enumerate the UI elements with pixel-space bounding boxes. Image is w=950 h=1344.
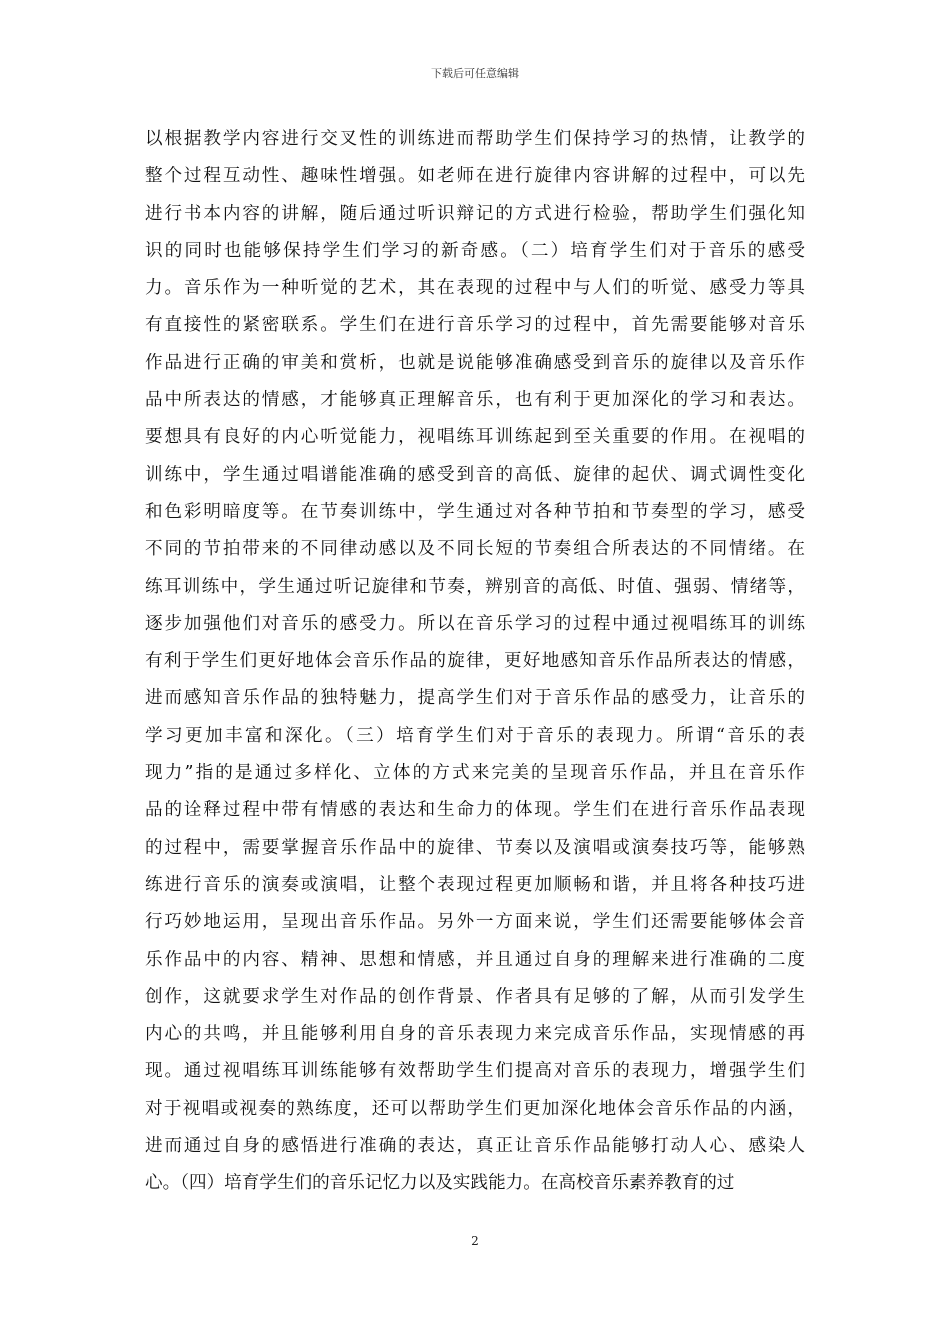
- text-line: 要想具有良好的内心听觉能力，视唱练耳训练起到至关重要的作用。在视唱的: [145, 427, 805, 448]
- text-line: 有直接性的紧密联系。学生们在进行音乐学习的过程中，首先需要能够对音乐: [145, 315, 805, 336]
- text-line: 练进行音乐的演奏或演唱，让整个表现过程更加顺畅和谐，并且将各种技巧进: [145, 874, 805, 895]
- text-line: 行巧妙地运用，呈现出音乐作品。另外一方面来说，学生们还需要能够体会音: [145, 912, 805, 933]
- text-line: 和色彩明暗度等。在节奏训练中，学生通过对各种节拍和节奏型的学习，感受: [145, 501, 805, 522]
- text-line: 有利于学生们更好地体会音乐作品的旋律，更好地感知音乐作品所表达的情感，: [145, 651, 805, 672]
- text-line: 创作，这就要求学生对作品的创作背景、作者具有足够的了解，从而引发学生: [145, 986, 805, 1007]
- text-line: 以根据教学内容进行交叉性的训练进而帮助学生们保持学习的热情，让教学的: [145, 129, 805, 149]
- text-line: 对于视唱或视奏的熟练度，还可以帮助学生们更加深化地体会音乐作品的内涵，: [145, 1098, 805, 1119]
- text-line: 心。（四）培育学生们的音乐记忆力以及实践能力。在高校音乐素养教育的过: [145, 1173, 735, 1194]
- text-line: 品中所表达的情感，才能够真正理解音乐，也有利于更加深化的学习和表达。: [145, 390, 805, 411]
- page-number: 2: [471, 1234, 479, 1248]
- page-header: 下载后可任意编辑: [431, 67, 519, 80]
- body-text: [145, 121, 805, 1203]
- text-line: 力。音乐作为一种听觉的艺术，其在表现的过程中与人们的听觉、感受力等具: [145, 278, 805, 299]
- text-line: 现。通过视唱练耳训练能够有效帮助学生们提高对音乐的表现力，增强学生们: [145, 1061, 805, 1082]
- text-line: 训练中，学生通过唱谱能准确的感受到音的高低、旋律的起伏、调式调性变化: [145, 464, 805, 485]
- text-line: 进而感知音乐作品的独特魅力，提高学生们对于音乐作品的感受力，让音乐的: [145, 688, 805, 709]
- text-line: 练耳训练中，学生通过听记旋律和节奏，辨别音的高低、时值、强弱、情绪等，: [145, 576, 805, 597]
- text-line: 识的同时也能够保持学生们学习的新奇感。（二）培育学生们对于音乐的感受: [145, 240, 805, 261]
- text-line: 的过程中，需要掌握音乐作品中的旋律、节奏以及演唱或演奏技巧等，能够熟: [145, 837, 805, 858]
- text-line: 进而通过自身的感悟进行准确的表达，真正让音乐作品能够打动人心、感染人: [145, 1136, 805, 1157]
- text-line: 不同的节拍带来的不同律动感以及不同长短的节奏组合所表达的不同情绪。在: [145, 539, 805, 560]
- text-line: 整个过程互动性、趣味性增强。如老师在进行旋律内容讲解的过程中，可以先: [145, 166, 805, 187]
- text-line: 现力”指的是通过多样化、立体的方式来完美的呈现音乐作品，并且在音乐作: [145, 763, 805, 784]
- text-line: 品的诠释过程中带有情感的表达和生命力的体现。学生们在进行音乐作品表现: [145, 800, 805, 821]
- text-line: 学习更加丰富和深化。（三）培育学生们对于音乐的表现力。所谓“音乐的表: [145, 725, 805, 746]
- text-line: 乐作品中的内容、精神、思想和情感，并且通过自身的理解来进行准确的二度: [145, 949, 805, 970]
- text-line: 逐步加强他们对音乐的感受力。所以在音乐学习的过程中通过视唱练耳的训练: [145, 613, 805, 634]
- text-line: 进行书本内容的讲解，随后通过听识辩记的方式进行检验，帮助学生们强化知: [145, 203, 805, 224]
- text-line: 内心的共鸣，并且能够利用自身的音乐表现力来完成音乐作品，实现情感的再: [145, 1024, 805, 1045]
- text-line: 作品进行正确的审美和赏析，也就是说能够准确感受到音乐的旋律以及音乐作: [145, 352, 805, 373]
